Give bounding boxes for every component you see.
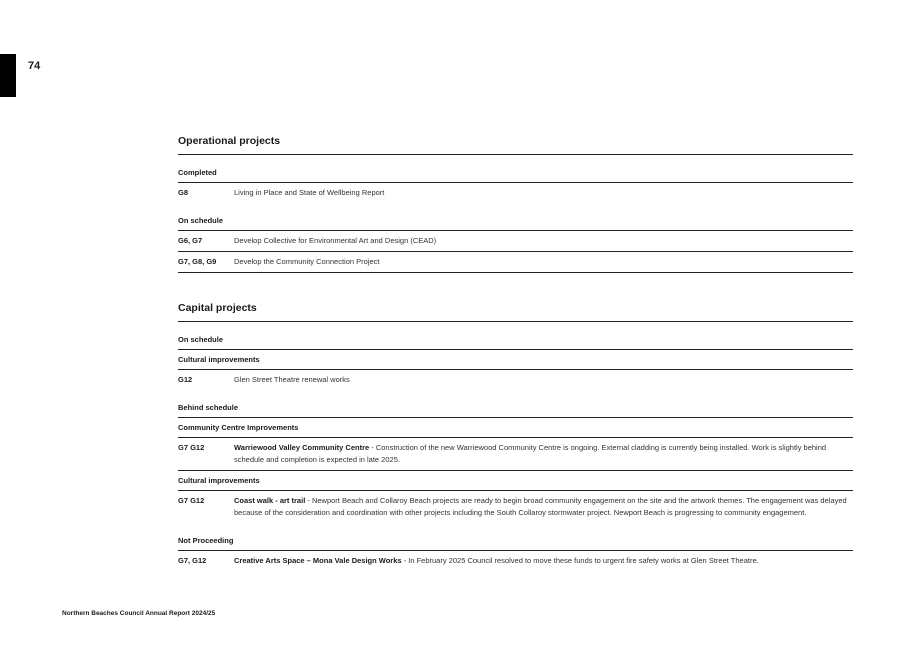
project-description: Develop the Community Connection Project bbox=[234, 257, 380, 266]
project-description bbox=[234, 495, 853, 519]
status-heading-on-schedule: On schedule bbox=[178, 211, 853, 231]
goal-code: G7 G12 bbox=[178, 496, 205, 505]
table-row bbox=[178, 551, 853, 571]
table-row bbox=[178, 183, 853, 203]
status-heading-not-proceeding: Not Proceeding bbox=[178, 531, 853, 551]
project-name: Coast walk - art trail bbox=[234, 496, 306, 505]
project-detail: - Newport Beach and Collaroy Beach projects are ready to begin broad community engagement on the site and the artwork themes. The engagement was delayed because of the consideration and coordination with other projects including the South Collaroy stormwater project. Newport Beach is progressing to community engagement. bbox=[234, 496, 847, 517]
goal-code: G7, G12 bbox=[178, 556, 207, 565]
report-footer: Northern Beaches Council Annual Report 2024/25 bbox=[62, 610, 216, 617]
page-number: 74 bbox=[28, 60, 41, 72]
table-row bbox=[178, 231, 853, 252]
category-heading: Cultural improvements bbox=[178, 350, 853, 370]
table-row bbox=[178, 491, 853, 523]
project-detail: - Construction of the new Warriewood Community Centre is ongoing. External cladding is currently being installed. Work is slightly behind schedule and completion is expected in late 2025. bbox=[234, 443, 827, 464]
section-title: Operational projects bbox=[178, 135, 853, 155]
table-row bbox=[178, 252, 853, 273]
status-heading-completed: Completed bbox=[178, 163, 853, 183]
project-description: Develop Collective for Environmental Art and Design (CEAD) bbox=[234, 236, 437, 245]
status-heading-on-schedule: On schedule bbox=[178, 330, 853, 350]
table-row bbox=[178, 370, 853, 390]
project-description bbox=[234, 555, 853, 567]
capital-projects-section bbox=[178, 302, 853, 571]
goal-code: G7 G12 bbox=[178, 443, 205, 452]
project-description: Glen Street Theatre renewal works bbox=[234, 375, 350, 384]
page-side-tab bbox=[0, 54, 16, 97]
project-detail: - In February 2025 Council resolved to move these funds to urgent fire safety works at Glen Street Theatre. bbox=[401, 556, 759, 565]
category-heading: Cultural improvements bbox=[178, 471, 853, 491]
section-title: Capital projects bbox=[178, 302, 853, 322]
project-name: Creative Arts Space – Mona Vale Design Works bbox=[234, 556, 402, 565]
status-heading-behind-schedule: Behind schedule bbox=[178, 398, 853, 418]
category-heading: Community Centre Improvements bbox=[178, 418, 853, 438]
goal-code: G8 bbox=[178, 188, 189, 197]
project-description bbox=[234, 442, 853, 466]
goal-code: G12 bbox=[178, 375, 193, 384]
goal-code: G6, G7 bbox=[178, 236, 203, 245]
goal-code: G7, G8, G9 bbox=[178, 257, 217, 266]
project-name: Warriewood Valley Community Centre bbox=[234, 443, 370, 452]
project-description: Living in Place and State of Wellbeing Report bbox=[234, 188, 385, 197]
operational-projects-section bbox=[178, 135, 853, 273]
table-row bbox=[178, 438, 853, 471]
